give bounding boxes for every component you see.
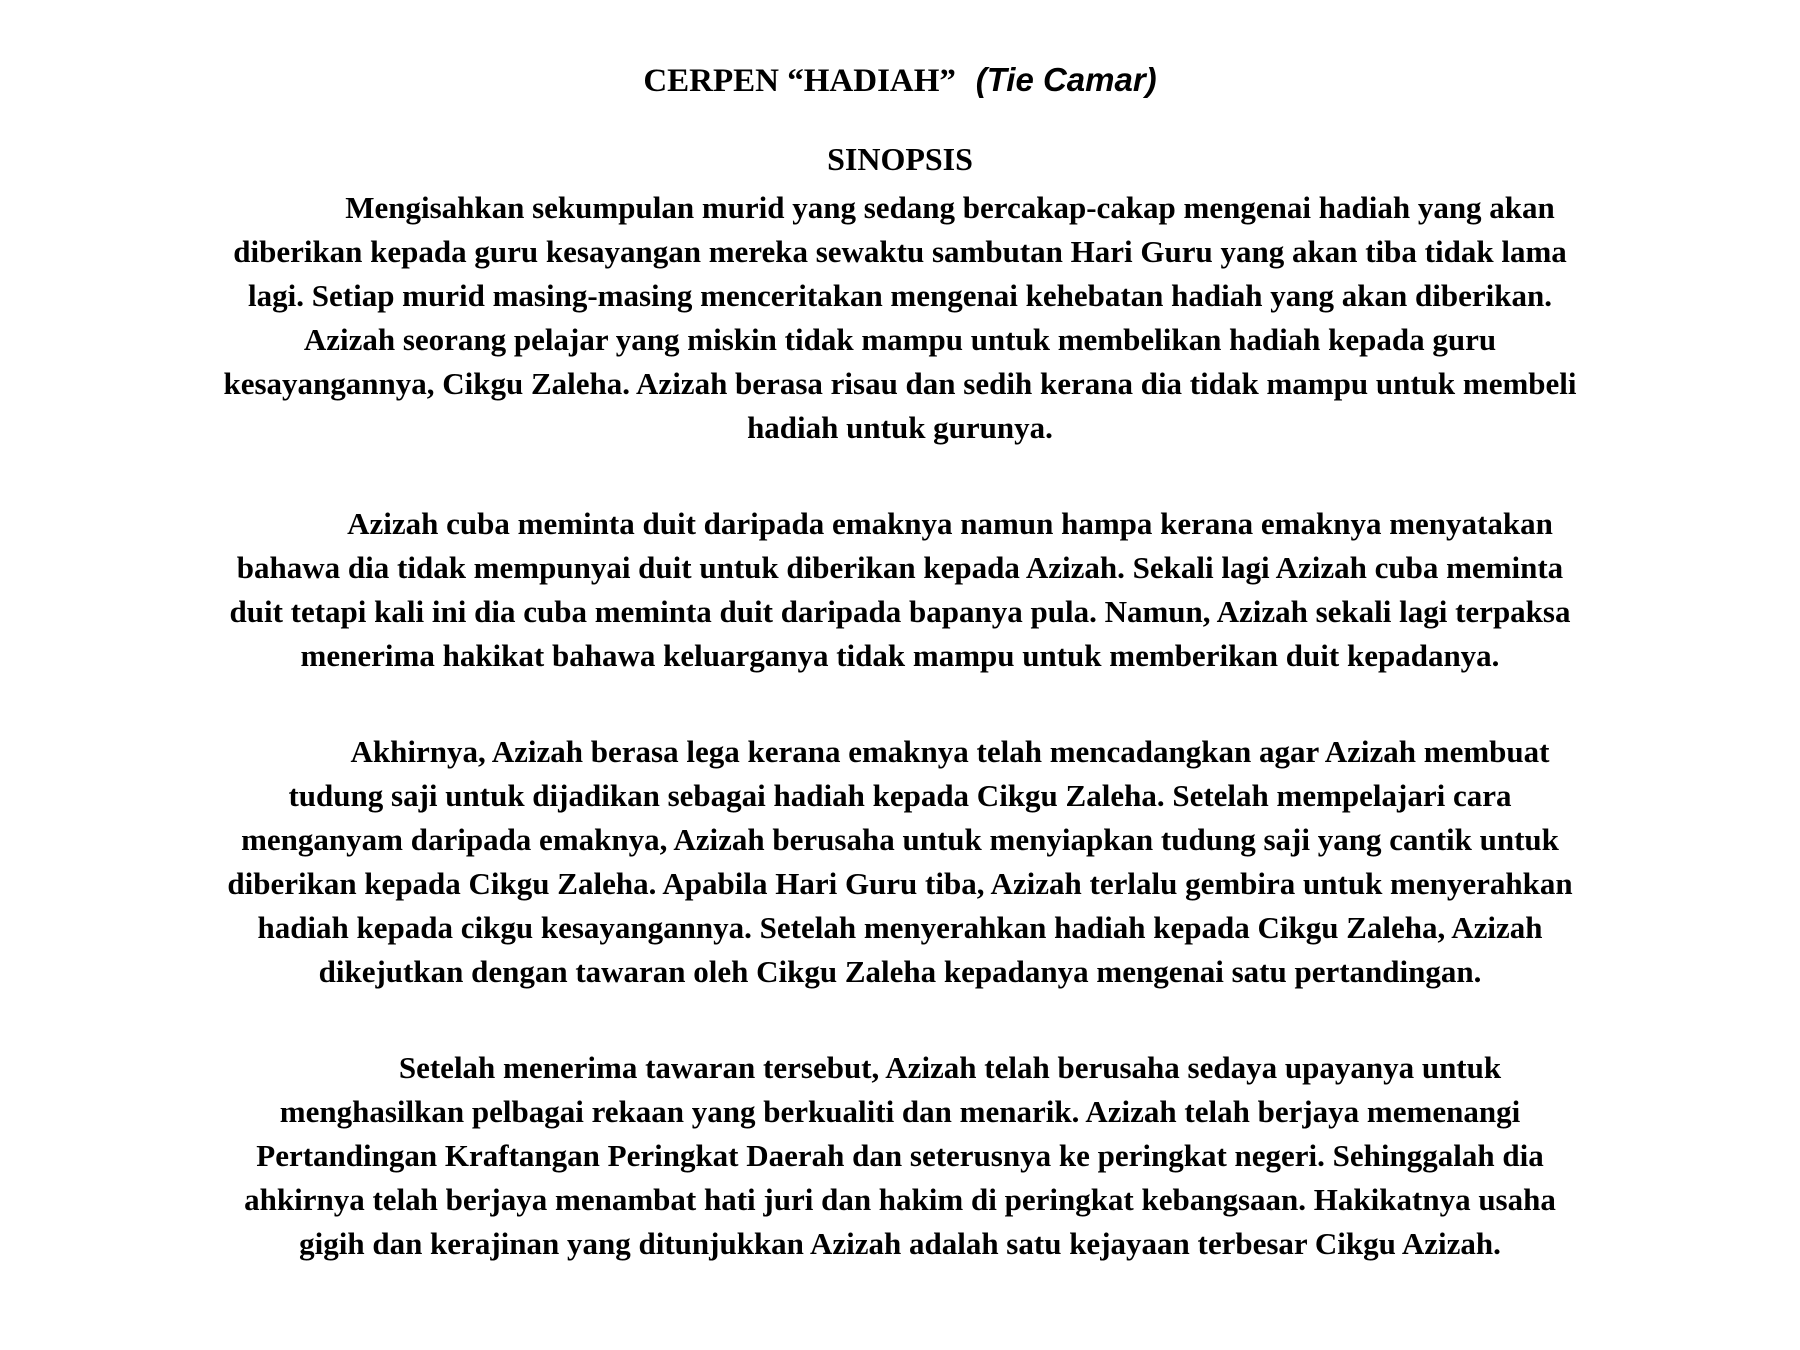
synopsis-heading: SINOPSIS	[827, 141, 973, 177]
synopsis-paragraph-3: Akhirnya, Azizah berasa lega kerana emaknya telah mencadangkan agar Azizah membuat tudung saji untuk dijadikan sebagai hadiah kepada Cikgu Zaleha. Setelah mempelajari cara menganyam daripada emaknya, Azizah berusaha untuk menyiapkan tudung saji yang cantik untuk diberikan kepada Cikgu Zaleha. Apabila Hari Guru tiba, Azizah terlalu gembira untuk menyerahkan hadiah kepada cikgu kesayangannya. Setelah menyerahkan hadiah kepada Cikgu Zaleha, Azizah dikejutkan dengan tawaran oleh Cikgu Zaleha kepadanya mengenai satu pertandingan.	[227, 734, 1573, 989]
document-title	[60, 58, 1740, 103]
synopsis-paragraph-2: Azizah cuba meminta duit daripada emaknya namun hampa kerana emaknya menyatakan bahawa dia tidak mempunyai duit untuk diberikan kepada Azizah. Sekali lagi Azizah cuba meminta duit tetapi kali ini dia cuba meminta duit daripada bapanya pula. Namun, Azizah sekali lagi terpaksa menerima hakikat bahawa keluarganya tidak mampu untuk memberikan duit kepadanya.	[229, 506, 1571, 673]
title-text: CERPEN “HADIAH”	[643, 63, 956, 99]
title-author: (Tie Camar)	[975, 61, 1157, 98]
synopsis-paragraph-1: Mengisahkan sekumpulan murid yang sedang bercakap-cakap mengenai hadiah yang akan diberikan kepada guru kesayangan mereka sewaktu sambutan Hari Guru yang akan tiba tidak lama lagi. Setiap murid masing-masing menceritakan mengenai kehebatan hadiah yang akan diberikan. Azizah seorang pelajar yang miskin tidak mampu untuk membelikan hadiah kepada guru kesayangannya, Cikgu Zaleha. Azizah berasa risau dan sedih kerana dia tidak mampu untuk membeli hadiah untuk gurunya.	[223, 190, 1577, 445]
document-page	[60, 58, 1740, 1266]
synopsis-paragraph-4: Setelah menerima tawaran tersebut, Azizah telah berusaha sedaya upayanya untuk menghasilkan pelbagai rekaan yang berkualiti dan menarik. Azizah telah berjaya memenangi Pertandingan Kraftangan Peringkat Daerah dan seterusnya ke peringkat negeri. Sehinggalah dia ahkirnya telah berjaya menambat hati juri dan hakim di peringkat kebangsaan. Hakikatnya usaha gigih dan kerajinan yang ditunjukkan Azizah adalah satu kejayaan terbesar Cikgu Azizah.	[244, 1050, 1556, 1261]
